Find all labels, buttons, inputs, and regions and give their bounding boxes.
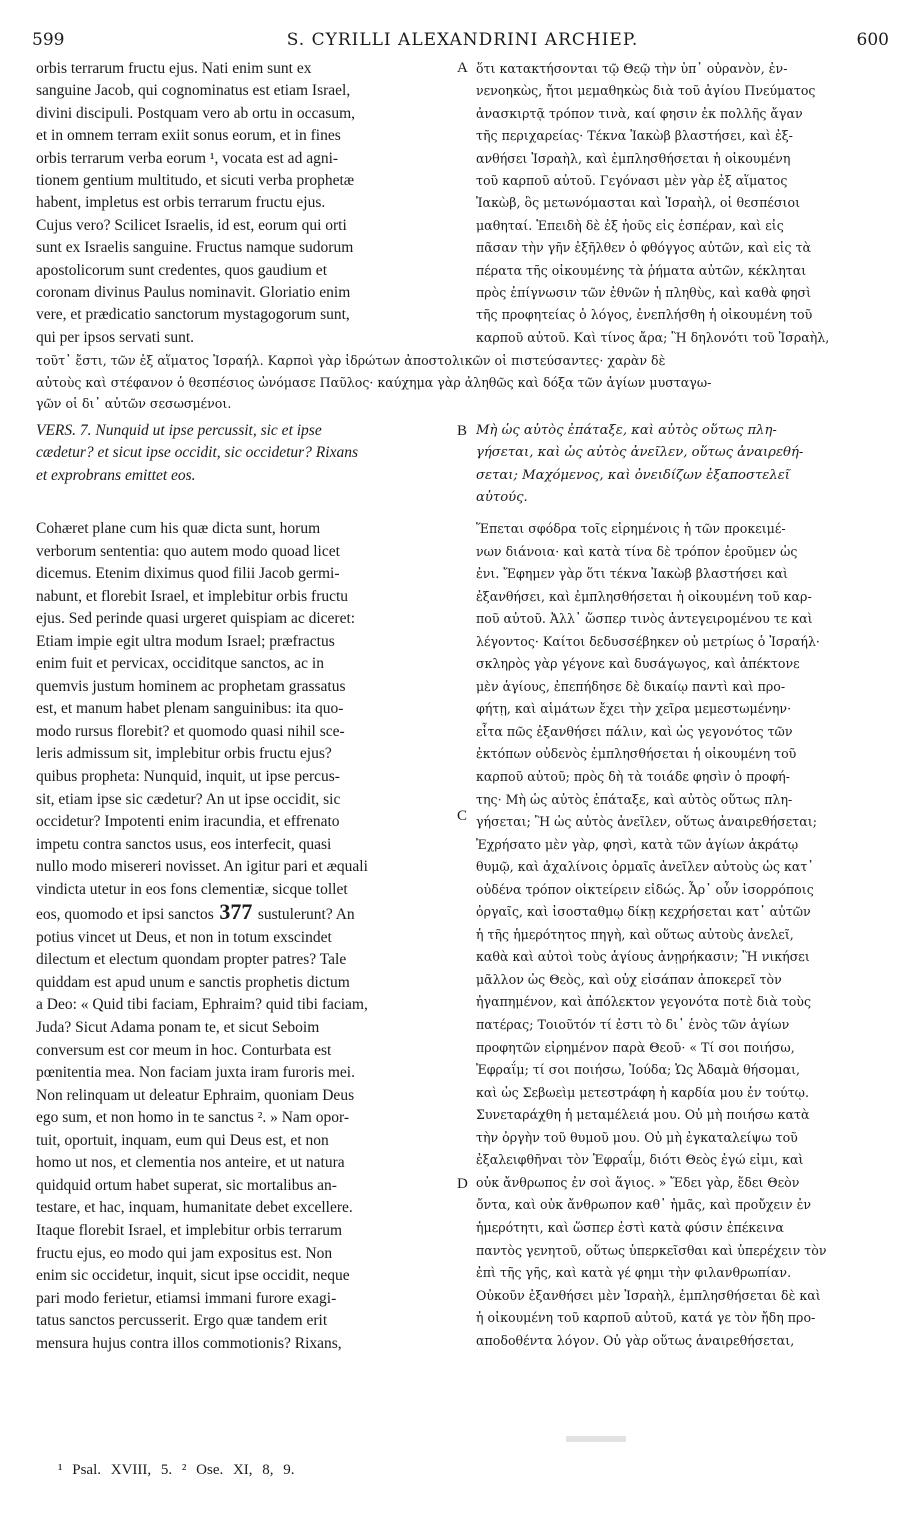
latin-text-line: sunt ex Israelis sanguine. Fructus namque sudorum [36,239,354,257]
verse-latin [36,420,451,487]
greek-text-line: θυμῷ, καὶ ἀχαλίνοις ὁρμαῖς ἀνεῖλεν αὐτοὺς ὡς κατ᾽ [476,859,814,875]
greek-text-line: μὲν ἁγίους, ἐπεπήδησε δὲ δικαίῳ παντὶ καὶ προ- [476,678,786,694]
greek-text-line: γῶν οἱ δι᾽ αὐτῶν σεσωσμένοι. [36,396,232,411]
latin-text-line: dilectum et electum quondam propter patres? Tale [36,951,347,969]
greek-text-line: ἐξανθήσει, καὶ ἐμπλησθήσεται ἡ οἰκουμένη τοῦ καρ- [476,588,812,604]
verse-latin-line: VERS. 7. Nunquid ut ipse percussit, sic et ipse [36,422,322,439]
latin-text-line: eos, quomodo et ipsi sanctos 377 sustulerunt? An [36,901,355,925]
latin-text-line: vere, et prædicatio sanctorum mystagogorum sunt, [36,306,350,324]
footnotes: ¹ Psal. XVIII, 5. ² Ose. XI, 8, 9. [58,1462,295,1478]
right-page-number: 600 [856,30,889,50]
latin-text-line: ejus. Sed perinde quasi urgeret quispiam ac diceret: [36,610,356,628]
left-page-number: 599 [32,30,65,50]
greek-text-line: Οὐκοῦν ἐξανθήσει μὲν Ἰσραὴλ, ἐμπλησθήσεται δὲ καὶ [476,1287,821,1303]
latin-text-line: leris admissum sit, implebitur orbis fructu ejus? [36,745,332,763]
marker-b: B [457,423,468,439]
latin-body-column [36,518,451,1355]
greek-text-line: πέρατα τῆς οἰκουμένης τὰ ῥήματα αὐτῶν, κέκληται [476,262,807,278]
latin-text-line: occidetur? Impotenti enim iracundia, et effrenato [36,813,340,831]
greek-text-line: τοῦτ᾽ ἔστι, τῶν ἐξ αἵματος Ἰσραήλ. Καρποὶ γὰρ ἱδρώτων ἀποστολικῶν οἱ πιστεύσαντες· χαρὰν δὲ [36,353,666,368]
running-title: S. CYRILLI ALEXANDRINI ARCHIEP. [286,30,639,50]
greek-text-line: μαθηταί. Ἐπειδὴ δὲ ἐξ ἠοῦς εἰς ἑσπέραν, καὶ εἰς [476,217,784,233]
greek-text-line: οὐκ ἄνθρωπος ἐν σοὶ ἅγιος. » Ἔδει γὰρ, ἔδει Θεὸν [476,1174,800,1190]
greek-text-line: καὶ ὡς Σεβωεὶμ μετεστράφη ἡ καρδία μου ἐν τούτῳ. [476,1084,809,1100]
latin-text-line: vindicta utetur in eos fons clementiæ, sicque tollet [36,880,348,898]
latin-text-line: divini discipuli. Postquam vero ab ortu in occasum, [36,104,355,122]
marker-c: C [457,808,468,824]
latin-text-line: quibus propheta: Nunquid, inquit, ut ipse percus- [36,768,340,786]
greek-text-line: Ἰακὼβ, ὃς μετωνόμασται καὶ Ἰσραὴλ, οἱ θεσπέσιοι [476,195,801,211]
latin-text-line: qui per ipsos servati sunt. [36,328,194,346]
greek-text-line: ὀργαῖς, καὶ ἰσοσταθμῳ δίκῃ κεχρήσεται κατ᾽ αὐτῶν [476,904,811,920]
latin-text-line: tionem gentium multitudo, et sicuti verba prophetæ [36,172,355,190]
page-header [22,30,903,54]
latin-text-line: enim fuit et pervicax, occiditque sanctos, ac in [36,655,324,673]
latin-text-fragment: sustulerunt? An [257,906,355,924]
greek-text-line: ἠγαπημένον, καὶ ἀπόλεκτον γεγονότα ποτὲ διὰ τοὺς [476,994,812,1010]
greek-text-line: παντὸς γενητοῦ, οὕτως ὑπερκεῖσθαι καὶ ὑπερέχειν τὸν [476,1242,827,1258]
latin-text-line: apostolicorum sunt credentes, quos gaudium et [36,261,327,279]
greek-text-line: ἐνι. Ἔφημεν γὰρ ὅτι τέκνα Ἰακὼβ βλαστήσει καὶ [476,566,788,582]
latin-text-line: enim sic occidetur, inquit, sicut ipse occidit, neque [36,1267,350,1285]
latin-text-line: mensura hujus contra illos commotionis? Rixans, [36,1334,342,1352]
latin-text-line: orbis terrarum fructu ejus. Nati enim sunt ex [36,60,312,77]
latin-text-line: coronam divinus Paulus nominavit. Gloriatio enim [36,284,351,302]
latin-text-line: fructu ejus, eo modo qui jam expositus est. Non [36,1244,333,1262]
greek-text-line: καθὰ καὶ αὐτοὶ τοὺς ἁγίους ἀνῃρήκασιν; Ἢ νικήσει [476,949,810,965]
latin-text-line: dicemus. Etenim diximus quod filii Jacob germi- [36,565,340,583]
verse-greek-line: γήσεται, καὶ ὡς αὐτὸς ἀνεῖλεν, οὕτως ἀναιρεθή- [476,445,804,461]
latin-text-line: Cujus vero? Scilicet Israelis, id est, eorum qui orti [36,216,347,234]
latin-text-line: conversum est cor meum in hoc. Conturbata est [36,1041,332,1059]
latin-text-line: nabunt, et florebit Israel, et implebitur orbis fructu [36,587,349,605]
latin-text-line: pœnitentia mea. Non faciam juxta iram furoris mei. [36,1064,355,1082]
greek-text-line: της· Μὴ ὡς αὐτὸς ἐπάταξε, καὶ αὐτὸς οὕτως πλη- [476,791,793,807]
verse-greek-line: αὐτούς. [476,490,528,506]
greek-text-line: Ἕπεται σφόδρα τοῖς εἰρημένοις ἡ τῶν προκειμέ- [476,521,786,536]
latin-text-line: tatus sanctos percusserit. Ergo quæ tandem erit [36,1312,328,1330]
greek-text-line: νων διάνοια· καὶ κατὰ τίνα δὲ τρόπον ἐροῦμεν ὡς [476,543,798,559]
greek-top-column [476,58,901,349]
verse-latin-line: et exprobrans emittet eos. [36,466,196,484]
latin-text-line: quidquid ortum habet superat, sic mortalibus an- [36,1176,337,1194]
greek-text-line: σκληρὸς γὰρ γέγονε καὶ δυσάγωγος, καὶ ἀπέκτονε [476,656,800,672]
latin-text-line: orbis terrarum verba eorum ¹, vocata est ad agni- [36,149,339,167]
latin-text-line: modo rursus florebit? et quomodo quasi nihil sce- [36,722,345,740]
latin-text-line: est, et manum habet plenam sanguinibus: ita quo- [36,700,344,718]
greek-text-line: τῆς περιχαρείας· Τέκνα Ἰακὼβ βλαστήσει, καὶ ἐξ- [476,128,793,144]
greek-text-line: ἡ οἰκουμένη τοῦ καρποῦ αὐτοῦ, κατά γε τὸν ἤδη προ- [476,1310,816,1326]
greek-text-line: ἡμερότητι, καὶ ὥσπερ ἐστὶ κατὰ φύσιν ἐπέκεινα [476,1219,784,1235]
latin-text-line: nullo modo misereri novisset. An igitur pari et æquali [36,858,368,876]
greek-text-line: γήσεται; Ἢ ὡς αὐτὸς ἀνεῖλεν, οὕτως ἀναιρεθήσεται; [476,814,817,830]
greek-text-line: αὐτοὺς καὶ στέφανον ὁ θεσπέσιος ὠνόμασε Παῦλος· καύχημα γὰρ ἀληθῶς καὶ δόξα τῶν ἁγίων μυσταγω- [36,374,712,390]
greek-text-line: πρὸς ἐπίγνωσιν τῶν ἐθνῶν ἡ πληθὺς, καὶ καθὰ φησὶ [476,285,812,301]
latin-text-line: quiddam est apud unum e sanctis prophetis dictum [36,973,350,991]
latin-text-line: potius vincet ut Deus, et non in totum exscindet [36,928,332,946]
greek-text-line: τὴν ὀργὴν τοῦ θυμοῦ μου. Οὐ μὴ ἐγκαταλείψω τοῦ [476,1129,798,1145]
greek-text-line: ἐκτόπων οὐδενὸς ἐμπλησθήσεται ἡ οἰκουμένη τοῦ [476,746,797,762]
marker-a: A [457,60,468,76]
latin-text-line: Itaque florebit Israel, et implebitur orbis terrarum [36,1221,343,1239]
greek-text-line: εἶτα πῶς ἐξανθήσει πάλιν, καὶ ὡς γεγονότος τῶν [476,723,793,739]
latin-text-line: sanguine Jacob, qui cognominatus est etiam Israel, [36,82,351,100]
latin-text-line: habent, impletus est orbis terrarum fructu ejus. [36,194,326,212]
latin-text-line: et in omnem terram exiit sonus eorum, et in fines [36,127,341,145]
latin-text-line: impetu contra sanctos usus, eos interfecit, quasi [36,835,332,853]
latin-text-line: Juda? Sicut Adama ponam te, et sicut Seboim [36,1019,320,1037]
greek-text-line: λέγοντος· Καίτοι δεδυσσέβηκεν οὐ μετρίως ὁ Ἰσραήλ· [476,633,820,649]
greek-text-line: ποῦ αὐτοῦ. Ἀλλ᾽ ὥσπερ τινὸς ἀντεγειρομένου τε καὶ [476,611,813,627]
greek-text-line: πατέρας; Τοιοῦτόν τί ἐστι τὸ δι᾽ ἑνὸς τῶν ἁγίων [476,1017,790,1033]
greek-text-line: Ἐχρήσατο μὲν γὰρ, φησὶ, κατὰ τῶν ἁγίων ἀκράτῳ [476,836,799,852]
latin-text-line: a Deo: « Quid tibi faciam, Ephraim? quid tibi faciam, [36,996,368,1014]
greek-text-line: τῆς προφητείας ὁ λόγος, ἐνεπλήσθη ἡ οἰκουμένη τοῦ [476,307,813,323]
latin-text-line: testare, et hac, inquam, humanitate debet excellere. [36,1199,353,1217]
latin-text-line: sit, etiam ipse sic cædetur? An ut ipse occidit, sic [36,790,341,808]
greek-text-line: ὄντα, καὶ οὐκ ἄνθρωπον καθ᾽ ἡμᾶς, καὶ προὔχειν ἐν [476,1197,812,1213]
greek-text-line: ἡ τῆς ἡμερότητος πηγὴ, καὶ οὕτως αὐτοὺς ἀνελεῖ, [476,926,794,942]
greek-body-column [476,518,901,1352]
latin-text-line: verborum sententia: quo autem modo quoad licet [36,542,340,560]
column-number: 377 [213,901,258,925]
greek-text-line: Συνεταράχθη ἡ μεταμέλειά μου. Οὐ μὴ ποιήσω κατὰ [476,1107,810,1123]
verse-greek-line: Μὴ ὡς αὐτὸς ἐπάταξε, καὶ αὐτὸς οὕτως πλη- [476,423,777,438]
greek-text-line: προφητῶν εἰρημένον παρὰ Θεοῦ· « Τί σοι ποιήσω, [476,1039,795,1055]
latin-text-line: Cohæret plane cum his quæ dicta sunt, horum [36,520,321,537]
verse-greek [476,420,901,510]
latin-text-line: pari modo ferietur, etiamsi immani furore exagi- [36,1289,337,1307]
greek-text-line: οὐδένα τρόπον οἰκτείρειν εἰδώς. Ἆρ᾽ οὖν ἰσορρόποις [476,881,814,897]
greek-text-line: καρποῦ αὐτοῦ. Καὶ τίνος ἄρα; Ἢ δηλονότι τοῦ Ἰσραὴλ, [476,329,830,345]
greek-text-line: τοῦ καρποῦ αὐτοῦ. Γεγόνασι μὲν γὰρ ἐξ αἵματος [476,173,788,189]
latin-text-line: ego sum, et non homo in te sanctus ². » Nam opor- [36,1109,349,1127]
latin-text-line: Etiam impie egit ultra modum Israel; præfractus [36,632,335,650]
latin-text-line: quemvis justum hominem ac prophetam grassatus [36,677,346,695]
latin-text-line: tuit, oportuit, inquam, eum qui Deus est, et non [36,1131,329,1149]
greek-text-line: ανθήσει Ἰσραὴλ, καὶ ἐμπλησθήσεται ἡ οἰκουμένη [476,150,791,166]
latin-top-column [36,58,451,349]
greek-text-line: νενοηκὼς, ἤτοι μεμαθηκὼς διὰ τοῦ ἁγίου Πνεύματος [476,83,816,99]
greek-text-line: αποδοθέντα λόγον. Οὐ γὰρ οὕτως ἀναιρεθήσεται, [476,1332,795,1348]
greek-text-line: ἀνασκιρτᾷ τρόπον τινὰ, καί φησιν ἐκ πολλῆς ἄγαν [476,105,803,121]
verse-greek-line: σεται; Μαχόμενος, καὶ ὀνειδίζων ἐξαποστελεῖ [476,467,790,483]
greek-text-line: πᾶσαν τὴν γῆν ἐξῆλθεν ὁ φθόγγος αὐτῶν, καὶ εἰς τὰ [476,240,812,256]
marker-d: D [457,1176,468,1192]
greek-text-line: ἐξαλειφθῆναι τὸν Ἐφραΐμ, διότι Θεὸς ἐγώ εἰμι, καὶ [476,1152,804,1168]
latin-text-line: Non relinquam ut deleatur Ephraim, quoniam Deus [36,1086,355,1104]
greek-text-line: Ἐφραΐμ; τί σοι ποιήσω, Ἰούδα; Ὡς Ἀδαμὰ θήσομαι, [476,1062,801,1078]
greek-span-block [36,350,901,415]
print-smudge [566,1436,626,1442]
latin-text-line: homo ut nos, et clementia nos anteire, et ut natura [36,1154,345,1172]
greek-text-line: ὅτι κατακτήσονται τῷ Θεῷ τὴν ὑπ᾽ οὐρανὸν, ἐν- [476,61,788,76]
greek-text-line: φήτῃ, καὶ αἱμάτων ἔχει τὴν χεῖρα μεμεστωμένην· [476,701,792,717]
greek-text-line: μᾶλλον ὡς Θεὸς, καὶ οὐχ εἰσάπαν ἀποκερεῖ τὸν [476,971,782,987]
greek-text-line: ἐπὶ τῆς γῆς, καὶ κατὰ γέ φημι τὴν φιλανθρωπίαν. [476,1265,792,1281]
verse-latin-line: cædetur? et sicut ipse occidit, sic occidetur? Rixans [36,444,358,462]
greek-text-line: καρποῦ αὐτοῦ; πρὸς δὴ τὰ τοιάδε φησὶν ὁ προφή- [476,769,790,785]
